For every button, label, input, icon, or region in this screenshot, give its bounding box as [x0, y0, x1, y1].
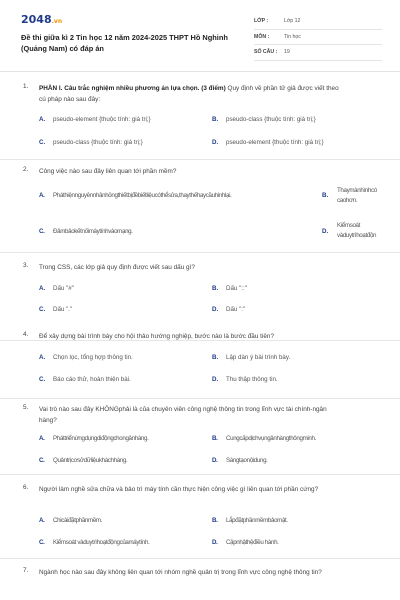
option-letter: A.	[39, 116, 46, 123]
option-b[interactable]	[212, 354, 290, 361]
page-header	[0, 0, 400, 72]
meta-value: Tin học	[284, 33, 301, 40]
option-letter: D.	[212, 306, 219, 313]
option-text: Pháttriểnứngdụngdiđộngchongânhàng.	[53, 435, 149, 442]
option-text: Dấu "::"	[226, 285, 247, 292]
option-text: pseudo-element {thuộc tính: giá trị;}	[53, 116, 151, 123]
question-number: 3.	[23, 262, 29, 269]
question-number: 2.	[23, 166, 29, 173]
option-a[interactable]	[39, 517, 102, 524]
option-letter: B.	[212, 435, 218, 442]
option-text: pseudo-class {thuộc tính: giá trị;}	[226, 116, 316, 123]
option-letter: A.	[39, 192, 45, 199]
option-a[interactable]	[39, 116, 151, 123]
option-text: Cậpnhậthệđiều hành.	[226, 539, 279, 546]
meta-row-question-count	[254, 45, 382, 61]
option-d[interactable]	[212, 376, 278, 383]
question-text	[39, 83, 339, 105]
option-d[interactable]	[212, 139, 324, 146]
site-logo[interactable]	[21, 13, 62, 26]
option-text: Lập dàn ý bài trình bày.	[226, 354, 291, 361]
meta-key: LỚP :	[254, 18, 269, 24]
option-letter: D.	[212, 139, 219, 146]
option-b[interactable]	[322, 192, 336, 199]
option-letter: D.	[322, 228, 329, 235]
question-2	[0, 160, 400, 253]
option-text: Thu thập thông tin.	[226, 376, 278, 383]
question-number: 6.	[23, 484, 29, 491]
question-number: 7.	[23, 567, 29, 574]
option-letter: B.	[212, 517, 218, 524]
option-text: Quảntrịcơsởdữliệukháchhàng.	[53, 457, 128, 464]
option-letter: B.	[212, 285, 219, 292]
option-text: Cungcấpdịchvụngânhàngthôngminh.	[226, 435, 316, 442]
option-d[interactable]	[212, 306, 245, 313]
option-text: Chọn lọc, tổng hợp thông tin.	[53, 354, 133, 361]
question-body: Quy định về phần tử giả được viết theo cú pháp nào sau đây:	[39, 85, 339, 103]
option-text: Lắpđặtphầnmềmbảomật.	[226, 517, 288, 524]
meta-row-class	[254, 14, 382, 30]
option-b-text: Thaymànhìnhcó caohơn.	[337, 187, 377, 204]
option-text: Dấu "#"	[53, 285, 74, 292]
question-section-heading: PHẦN I. Câu trắc nghiệm nhiều phương án lựa chọn. (3 điểm)	[39, 85, 226, 92]
option-c[interactable]	[39, 228, 133, 235]
option-a[interactable]	[39, 435, 148, 442]
option-text: Báo cáo thử, hoàn thiện bài.	[53, 376, 131, 383]
option-a[interactable]	[39, 285, 74, 292]
option-text: Pháthiệnnguyênnhânhỏngthiếtbịđềbiếtliệucóthểsửa,thaythếhaycầuhinhlại.	[53, 192, 232, 199]
option-letter: B.	[322, 192, 329, 199]
option-b[interactable]	[212, 517, 288, 524]
option-d[interactable]	[212, 457, 268, 464]
exam-meta-table	[254, 14, 382, 61]
question-number: 1.	[23, 83, 29, 90]
question-number: 5.	[23, 404, 29, 411]
option-d[interactable]	[322, 228, 336, 235]
option-letter: D.	[212, 457, 218, 464]
question-7	[0, 559, 400, 600]
option-text: Dấu ":"	[226, 306, 246, 313]
meta-value: 19	[284, 49, 290, 55]
option-letter: C.	[39, 306, 46, 313]
logo-main-text: 2048	[21, 13, 52, 26]
question-text: Ngành học nào sau đây không liên quan tới nhóm nghề quản trị trong lĩnh vực công nghệ thông tin?	[39, 569, 322, 576]
option-c[interactable]	[39, 139, 143, 146]
option-b[interactable]	[212, 116, 316, 123]
option-letter: A.	[39, 285, 46, 292]
option-letter: B.	[212, 116, 219, 123]
option-letter: A.	[39, 517, 45, 524]
option-letter: C.	[39, 539, 45, 546]
question-text: Vai trò nào sau đây KHÔNGphải là của chuyên viên công nghệ thông tin trong lĩnh vực tài chính-ngân hàng?	[39, 406, 327, 424]
question-6	[0, 475, 400, 559]
option-a[interactable]	[39, 354, 133, 361]
question-4	[0, 331, 400, 399]
option-d[interactable]	[212, 539, 279, 546]
option-text: Chicàiđặtphầnmềm.	[53, 517, 103, 524]
option-letter: C.	[39, 376, 46, 383]
question-text: Người làm nghề sửa chữa và bảo trì máy tính cần thực hiện công việc gì liên quan tới phần cứng?	[39, 486, 319, 493]
question-3	[0, 253, 400, 341]
question-text: Công việc nào sau đây liên quan tới phần mềm?	[39, 168, 177, 175]
question-5	[0, 399, 400, 475]
option-b[interactable]	[212, 285, 247, 292]
option-letter: C.	[39, 228, 45, 235]
option-text: Dấu "."	[53, 306, 73, 313]
option-d-text: Kiểmsoát vàduytrìhoạtđộn	[337, 222, 377, 239]
meta-key: MÔN :	[254, 33, 270, 40]
option-c[interactable]	[39, 457, 127, 464]
option-letter: A.	[39, 435, 45, 442]
option-c[interactable]	[39, 539, 149, 546]
option-letter: D.	[212, 539, 218, 546]
meta-key: SỐ CÂU :	[254, 49, 278, 55]
option-c[interactable]	[39, 306, 72, 313]
option-b[interactable]	[212, 435, 316, 442]
option-letter: B.	[212, 354, 219, 361]
meta-value: Lớp 12	[284, 18, 301, 24]
option-text: pseudo-element {thuộc tính: giá trị;}	[226, 139, 324, 146]
option-letter: C.	[39, 457, 45, 464]
question-text: Để xây dựng bài trình bày cho hội thảo hướng nghiệp, bước nào là bước đầu tiên?	[39, 333, 275, 340]
question-1	[0, 81, 400, 160]
option-text: Đảmbảokếtnốimáytínhvàomạng.	[53, 228, 133, 235]
exam-title: Đề thi giữa kì 2 Tin học 12 năm 2024-2025 THPT Hồ Nghinh (Quảng Nam) có đáp án	[21, 33, 228, 53]
option-text: pseudo-class {thuộc tính: giá trị;}	[53, 139, 143, 146]
option-c[interactable]	[39, 376, 131, 383]
question-number: 4.	[23, 331, 29, 338]
logo-suffix-text: .vn	[51, 18, 63, 25]
option-text: Sángtạonộidung.	[226, 457, 268, 464]
option-letter: D.	[212, 376, 219, 383]
meta-row-subject	[254, 30, 382, 46]
option-letter: A.	[39, 354, 46, 361]
question-text: Trong CSS, các lớp giả quy định được viết sau dấu gì?	[39, 264, 195, 271]
option-letter: C.	[39, 139, 46, 146]
option-a[interactable]	[39, 192, 232, 199]
option-text: Kiểmsoát vàduytrìhoạtđộngcủamáytính.	[53, 539, 150, 546]
